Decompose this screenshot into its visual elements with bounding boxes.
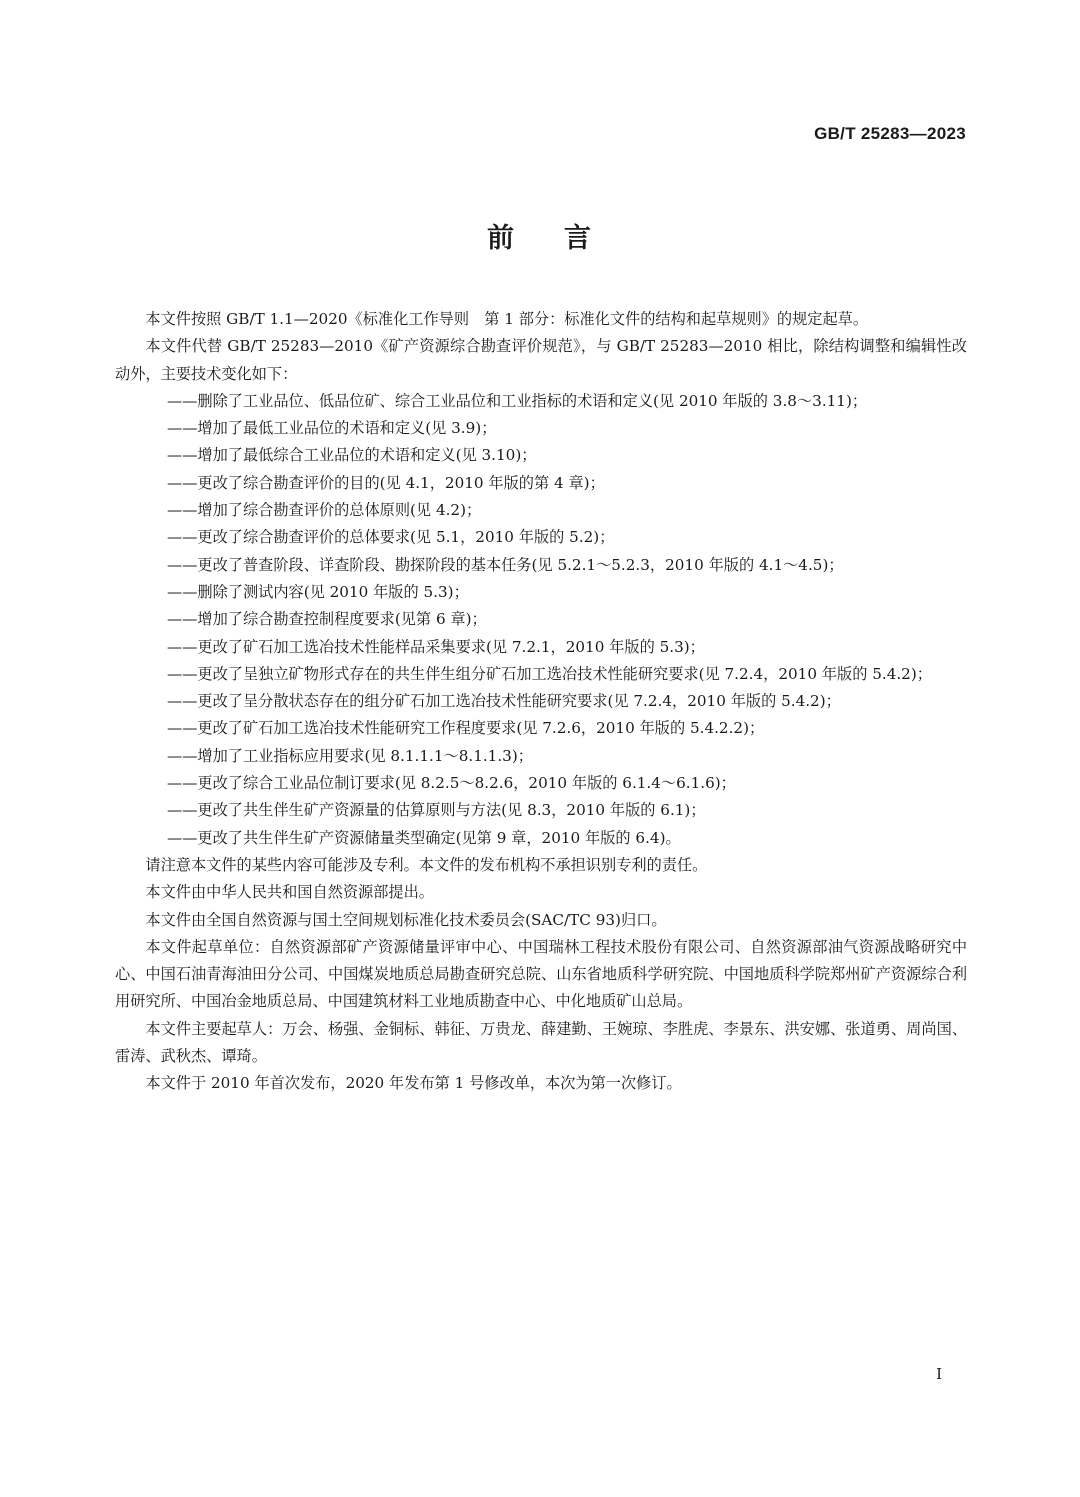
change-item: ——增加了工业指标应用要求(见 8.1.1.1～8.1.1.3)； [167, 746, 533, 765]
patent-notice: 请注意本文件的某些内容可能涉及专利。本文件的发布机构不承担识别专利的责任。 [145, 855, 708, 874]
change-item: ——增加了最低工业品位的术语和定义(见 3.9)； [167, 419, 497, 438]
change-item: ——删除了工业品位、低品位矿、综合工业品位和工业指标的术语和定义(见 2010 年版的 3.8～3.11)； [167, 391, 868, 410]
committee-statement: 本文件由全国自然资源与国土空间规划标准化技术委员会(SAC/TC 93)归口。 [145, 910, 667, 929]
change-item: ——更改了普查阶段、详查阶段、勘探阶段的基本任务(见 5.2.1～5.2.3，2010 年版的 4.1～4.5)； [167, 555, 844, 574]
drafters: 本文件主要起草人：万会、杨强、金铜标、韩征、万贵龙、薛建勤、王婉琼、李胜虎、李景东、洪安娜、张道勇、周尚国、雷涛、武秋杰、谭琦。 [115, 1019, 967, 1066]
change-item: ——更改了共生伴生矿产资源量的估算原则与方法(见 8.3，2010 年版的 6.1)； [167, 801, 706, 820]
standard-code: GB/T 25283—2023 [814, 124, 966, 143]
change-item: ——删除了测试内容(见 2010 年版的 5.3)； [167, 582, 469, 601]
drafting-units: 本文件起草单位：自然资源部矿产资源储量评审中心、中国瑞林工程技术股份有限公司、自然资源部油气资源战略研究中心、中国石油青海油田分公司、中国煤炭地质总局勘查研究总院、山东省地质科学研究院、中国地质科学院郑州矿产资源综合利用研究所、中国冶金地质总局、中国建筑材料工业地质勘查中心、中化地质矿山总局。 [115, 937, 967, 1011]
intro-paragraph: 本文件代替 GB/T 25283—2010《矿产资源综合勘查评价规范》，与 GB/T 25283—2010 相比，除结构调整和编辑性改动外，主要技术变化如下： [115, 337, 967, 383]
change-item: ——更改了综合工业品位制订要求(见 8.2.5～8.2.6，2010 年版的 6.1.4～6.1.6)； [167, 774, 736, 793]
change-item: ——更改了呈分散状态存在的组分矿石加工选冶技术性能研究要求(见 7.2.4，2010 年版的 5.4.2)； [167, 692, 841, 711]
change-item: ——更改了综合勘查评价的目的(见 4.1，2010 年版的第 4 章)； [167, 473, 605, 492]
proposer-statement: 本文件由中华人民共和国自然资源部提出。 [145, 883, 434, 902]
change-item: ——更改了呈独立矿物形式存在的共生伴生组分矿石加工选冶技术性能研究要求(见 7.2.4，2010 年版的 5.4.2)； [167, 664, 932, 683]
change-item: ——更改了矿石加工选冶技术性能样品采集要求(见 7.2.1，2010 年版的 5.3)； [167, 637, 705, 656]
change-item: ——增加了综合勘查评价的总体原则(见 4.2)； [167, 501, 482, 520]
change-item: ——更改了综合勘查评价的总体要求(见 5.1，2010 年版的 5.2)； [167, 528, 615, 547]
intro-paragraph: 本文件按照 GB/T 1.1—2020《标准化工作导则 第 1 部分：标准化文件的结构和起草规则》的规定起草。 [145, 310, 869, 328]
title-char-1: 前 [487, 223, 516, 254]
publication-history: 本文件于 2010 年首次发布，2020 年发布第 1 号修改单，本次为第一次修订。 [145, 1074, 682, 1093]
foreword-body [115, 306, 967, 1098]
change-item: ——增加了最低综合工业品位的术语和定义(见 3.10)； [167, 446, 537, 465]
change-item: ——更改了矿石加工选冶技术性能研究工作程度要求(见 7.2.6，2010 年版的 5.4.2.2)； [167, 719, 765, 738]
change-item: ——增加了综合勘查控制程度要求(见第 6 章)； [167, 610, 487, 629]
page-title [0, 216, 1080, 255]
page-number: I [936, 1365, 942, 1383]
change-item: ——更改了共生伴生矿产资源储量类型确定(见第 9 章，2010 年版的 6.4)。 [167, 828, 681, 847]
title-char-2: 言 [564, 223, 593, 254]
